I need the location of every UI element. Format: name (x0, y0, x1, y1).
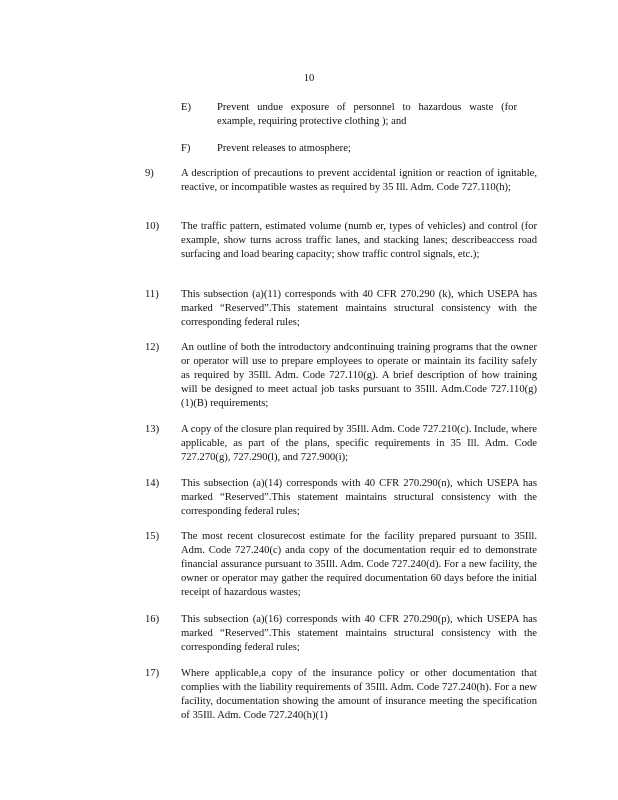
page-number: 10 (303, 73, 315, 84)
item-text: A copy of the closure plan required by 35Ill. Adm. Code 727.210(c). Include, where applicable, as part of the plans, specific requirements in 35 Ill. Adm. Code 727.270(g), 727.290(l), and 727.900(i); (181, 424, 537, 463)
subitem-label: F) (181, 143, 191, 154)
item-text: A description of precautions to prevent accidental ignition or reaction of ignitable, reactive, or incompatible wastes as required by 35 Ill. Adm. Code 727.110(h); (181, 168, 537, 193)
item-number: 11) (145, 289, 159, 300)
item-text: An outline of both the introductory andcontinuing training programs that the owner or operator will use to prepare employees to operate or maintain its facility safely as required by 35Ill. Adm. Code 727.110(g). A brief description of how training will be designed to meet actual job tasks pursuant to 35Ill. Adm.Code 727.110(g)(1)(B) requirements; (181, 342, 537, 409)
item-number: 16) (145, 614, 160, 625)
item-number: 17) (145, 668, 160, 679)
item-number: 13) (145, 424, 160, 435)
subitem-text: Prevent undue exposure of personnel to hazardous waste (for example, requiring protective clothing ); and (217, 102, 517, 127)
item-number: 9) (145, 168, 154, 179)
item-number: 15) (145, 531, 160, 542)
item-number: 14) (145, 478, 160, 489)
item-text: The traffic pattern, estimated volume (numb er, types of vehicles) and control (for example, show turns across traffic lanes, and stacking lanes; describeaccess road surfacing and load bearing capacity; show traffic control signals, etc.); (181, 221, 537, 260)
item-text: Where applicable,a copy of the insurance policy or other documentation that complies with the liability requirements of 35Ill. Adm. Code 727.240(h). For a new facility, documentation showing the amount of insurance meeting the specification of 35Ill. Adm. Code 727.240(h)(1) (181, 668, 537, 721)
item-text: This subsection (a)(16) corresponds with 40 CFR 270.290(p), which USEPA has marked “Reserved”.This statement maintains structural consistency with the corresponding federal rules; (181, 614, 537, 653)
item-text: The most recent closurecost estimate for the facility prepared pursuant to 35Ill. Adm. Code 727.240(c) anda copy of the documentation requir ed to demonstrate financial assurance pursuant to 35Ill. Adm. Code 727.240(d). For a new facility, the owner or operator may gather the required documentation 60 days before the initial receipt of hazardous wastes; (181, 531, 537, 598)
item-number: 12) (145, 342, 160, 353)
subitem-label: E) (181, 102, 191, 113)
item-number: 10) (145, 221, 160, 232)
item-text: This subsection (a)(14) corresponds with 40 CFR 270.290(n), which USEPA has marked “Reserved”.This statement maintains structural consistency with the corresponding federal rules; (181, 478, 537, 517)
subitem-text: Prevent releases to atmosphere; (217, 143, 351, 154)
item-text: This subsection (a)(11) corresponds with 40 CFR 270.290 (k), which USEPA has marked “Reserved”.This statement maintains structural consistency with the corresponding federal rules; (181, 289, 537, 328)
